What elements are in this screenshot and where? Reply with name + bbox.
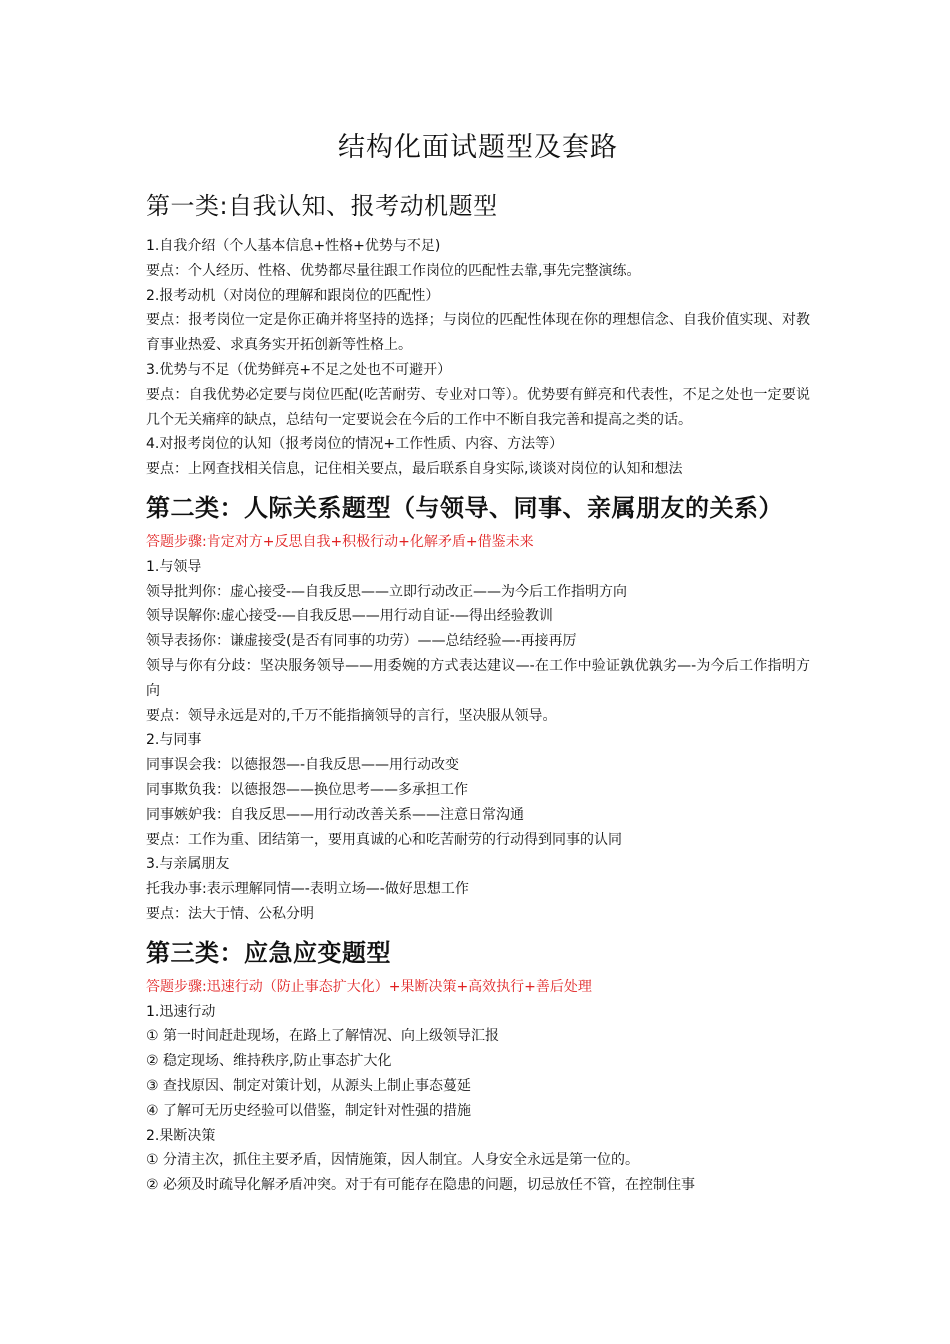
section1-line: 4.对报考岗位的认知（报考岗位的情况+工作性质、内容、方法等） <box>146 436 564 453</box>
section2-line: 托我办事:表示理解同情—-表明立场—-做好思想工作 <box>146 881 469 898</box>
section3-line: ② 必须及时疏导化解矛盾冲突。对于有可能存在隐患的问题，切忌放任不管，在控制住事 <box>146 1177 695 1194</box>
section1-line: 要点：上网查找相关信息，记住相关要点，最后联系自身实际,谈谈对岗位的认知和想法 <box>146 461 683 478</box>
section1-line: 2.报考动机（对岗位的理解和跟岗位的匹配性） <box>146 287 440 304</box>
section3-line: ① 第一时间赶赴现场，在路上了解情况、向上级领导汇报 <box>146 1028 499 1045</box>
section2-line: 要点：法大于情、公私分明 <box>146 905 314 922</box>
section3-line: ② 稳定现场、维持秩序,防止事态扩大化 <box>146 1053 392 1070</box>
section1-line: 3.优势与不足（优势鲜亮+不足之处也不可避开） <box>146 361 452 378</box>
section-heading-1: 第一类:自我认知、报考动机题型 <box>146 192 498 220</box>
document-title: 结构化面试题型及套路 <box>338 132 618 163</box>
section2-line: 要点：领导永远是对的,千万不能指摘领导的言行，坚决服从领导。 <box>146 707 557 724</box>
section3-line: 2.果断决策 <box>146 1127 216 1144</box>
section1-line: 要点：个人经历、性格、优势都尽量往跟工作岗位的匹配性去靠,事先完整演练。 <box>146 262 641 279</box>
section1-paragraph: 要点：报考岗位一定是你正确并将坚持的选择；与岗位的匹配性体现在你的理想信念、自我价值实现、对教育事业热爱、求真务实开拓创新等性格上。 <box>146 312 810 354</box>
section3-line: ① 分清主次，抓住主要矛盾，因情施策，因人制宜。人身安全永远是第一位的。 <box>146 1152 639 1169</box>
document-page <box>146 128 810 1198</box>
section2-line: 1.与领导 <box>146 558 202 575</box>
section2-line: 同事欺负我：以德报怨——换位思考——多承担工作 <box>146 781 468 798</box>
section2-line: 要点：工作为重、团结第一，要用真诚的心和吃苦耐劳的行动得到同事的认同 <box>146 831 622 848</box>
section2-line: 3.与亲属朋友 <box>146 856 230 873</box>
section-heading-2: 第二类：人际关系题型（与领导、同事、亲属朋友的关系） <box>146 493 783 522</box>
section-heading-3: 第三类：应急应变题型 <box>146 938 391 967</box>
section2-line: 领导表扬你：谦虚接受(是否有同事的功劳）——总结经验—-再接再厉 <box>146 633 577 650</box>
section2-paragraph: 领导与你有分歧：坚决服务领导——用委婉的方式表达建议—-在工作中验证孰优孰劣—-为今后工作指明方向 <box>146 657 810 699</box>
section1-line: 1.自我介绍（个人基本信息+性格+优势与不足) <box>146 238 441 254</box>
section3-line: ④ 了解可无历史经验可以借鉴，制定针对性强的措施 <box>146 1102 471 1119</box>
section2-line: 同事嫉妒我：自我反思——用行动改善关系——注意日常沟通 <box>146 806 524 823</box>
section2-line: 同事误会我：以德报怨—-自我反思——用行动改变 <box>146 757 460 774</box>
section2-line: 领导批判你：虚心接受-—自我反思——立即行动改正——为今后工作指明方向 <box>146 583 628 600</box>
section3-line: ③ 查找原因、制定对策计划，从源头上制止事态蔓延 <box>146 1077 471 1094</box>
section2-line: 领导误解你:虚心接受-—自我反思——用行动自证-—得出经验教训 <box>146 608 553 625</box>
section1-paragraph: 要点：自我优势必定要与岗位匹配(吃苦耐劳、专业对口等）。优势要有鲜亮和代表性，不足之处也一定要说几个无关痛痒的缺点，总结句一定要说会在今后的工作中不断自我完善和提高之类的话。 <box>146 386 810 428</box>
section3-line: 1.迅速行动 <box>146 1003 216 1020</box>
section3-answer-steps: 答题步骤:迅速行动（防止事态扩大化）+果断决策+高效执行+善后处理 <box>146 978 592 995</box>
section2-line: 2.与同事 <box>146 732 202 749</box>
section2-answer-steps: 答题步骤:肯定对方+反思自我+积极行动+化解矛盾+借鉴未来 <box>146 533 534 550</box>
